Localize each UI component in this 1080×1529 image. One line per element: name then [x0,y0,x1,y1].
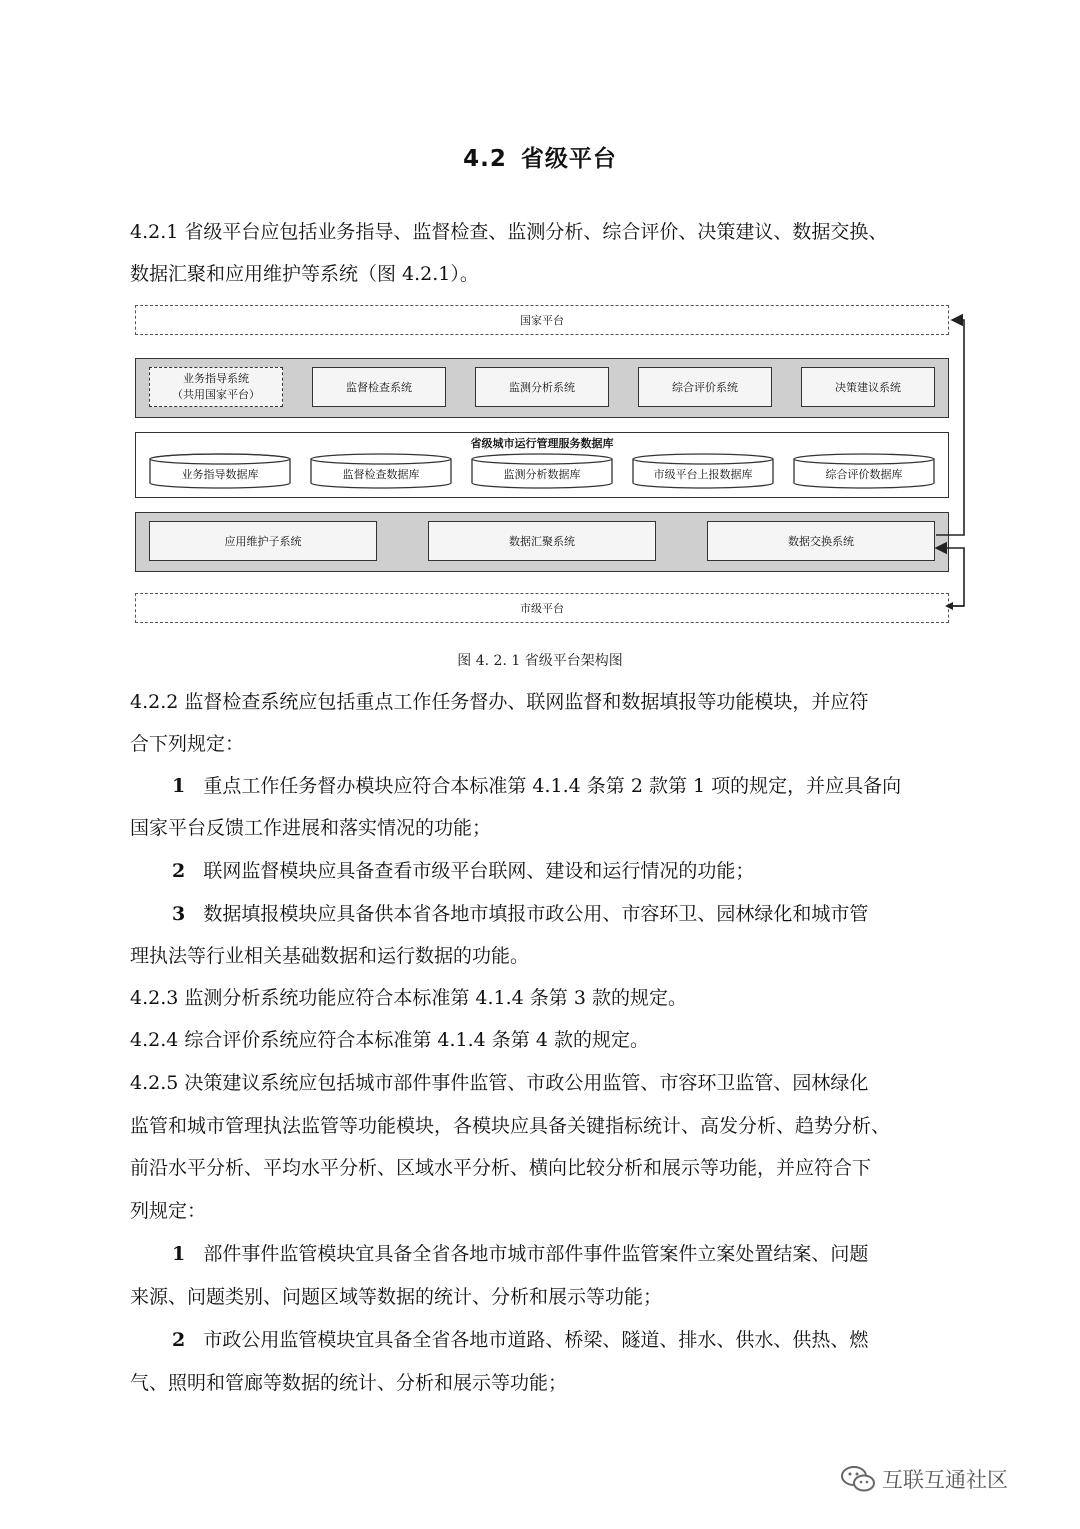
paragraph-4-2-3: 4.2.3 监测分析系统功能应符合本标准第 4.1.4 条第 3 款的规定。 [130,987,687,1009]
item-4-2-2-3-line-1 [172,902,980,926]
paragraph-4-2-2-line-2: 合下列规定： [130,733,245,755]
evaluation-system-label: 综合评价系统 [672,381,738,394]
item-number: 1 [172,775,186,797]
item-number: 3 [172,903,186,925]
item-4-2-5-2-line-2: 气、照明和管廊等数据的统计、分析和展示等功能； [130,1372,568,1394]
paragraph-4-2-4: 4.2.4 综合评价系统应符合本标准第 4.1.4 条第 4 款的规定。 [130,1029,649,1051]
aggregation-system-label: 数据汇聚系统 [509,535,575,548]
item-4-2-5-2-line-1 [172,1328,980,1352]
item-4-2-2-1-line-1 [172,774,980,798]
item-text: 市政公用监管模块宜具备全省各地市道路、桥梁、隧道、排水、供水、供热、燃 [203,1329,869,1351]
paragraph-4-2-1-line-2: 数据汇聚和应用维护等系统（图 4.2.1）。 [130,263,479,285]
item-text: 部件事件监管模块宜具备全省各地市城市部件事件监管案件立案处置结案、问题 [203,1243,869,1265]
item-4-2-5-1-line-2: 来源、问题类别、问题区域等数据的统计、分析和展示等功能； [130,1286,663,1308]
item-number: 1 [172,1243,186,1265]
db-evaluation-label: 综合评价数据库 [825,468,903,481]
item-number: 2 [172,1329,186,1351]
item-text: 数据填报模块应具备供本省各地市填报市政公用、市容环卫、园林绿化和城市管 [203,903,869,925]
maintenance-subsystem-label: 应用维护子系统 [224,535,302,548]
paragraph-4-2-5-line-1: 4.2.5 决策建议系统应包括城市部件事件监管、市政公用监管、市容环卫监管、园林绿化 [130,1072,869,1094]
section-title-text: 省级平台 [520,146,617,172]
db-monitoring-label: 监测分析数据库 [503,468,581,481]
item-text: 联网监督模块应具备查看市级平台联网、建设和运行情况的功能； [203,860,755,882]
wechat-icon [840,1464,876,1494]
section-title [0,140,1080,173]
national-platform-label: 国家平台 [520,314,564,327]
decision-system-label: 决策建议系统 [835,381,901,394]
database-title: 省级城市运行管理服务数据库 [470,437,614,450]
supervision-system-label: 监督检查系统 [346,381,412,394]
architecture-diagram [130,300,980,640]
city-platform-label: 市级平台 [520,602,564,615]
item-4-2-5-1-line-1 [172,1242,980,1266]
item-4-2-2-1-line-2: 国家平台反馈工作进展和落实情况的功能； [130,817,492,839]
business-guidance-label: 业务指导系统 [183,372,249,385]
db-supervision-label: 监督检查数据库 [342,468,420,481]
watermark [840,1462,1060,1496]
item-4-2-2-3-line-2: 理执法等行业相关基础数据和运行数据的功能。 [130,945,530,967]
item-number: 2 [172,860,186,882]
db-city-report-label: 市级平台上报数据库 [653,468,753,481]
connector-arrows [130,300,980,640]
figure-caption: 图 4. 2. 1 省级平台架构图 [457,653,623,669]
db-business-guidance-label: 业务指导数据库 [181,468,259,481]
business-guidance-note: （共用国家平台） [172,388,260,401]
paragraph-4-2-2-line-1: 4.2.2 监督检查系统应包括重点工作任务督办、联网监督和数据填报等功能模块，并应符 [130,691,869,713]
exchange-system-label: 数据交换系统 [788,535,854,548]
section-number: 4.2 [463,146,507,172]
paragraph-4-2-5-line-3: 前沿水平分析、平均水平分析、区域水平分析、横向比较分析和展示等功能，并应符合下 [130,1157,872,1179]
monitoring-system-label: 监测分析系统 [509,381,575,394]
paragraph-4-2-5-line-2: 监管和城市管理执法监管等功能模块，各模块应具备关键指标统计、高发分析、趋势分析、 [130,1115,891,1137]
paragraph-4-2-5-line-4: 列规定： [130,1200,207,1222]
item-text: 重点工作任务督办模块应符合本标准第 4.1.4 条第 2 款第 1 项的规定，并应具备向 [203,775,902,797]
item-4-2-2-2-line-1 [172,859,980,883]
watermark-text: 互联互通社区 [882,1468,1008,1492]
paragraph-4-2-1-line-1: 4.2.1 省级平台应包括业务指导、监督检查、监测分析、综合评价、决策建议、数据交换、 [130,221,888,243]
